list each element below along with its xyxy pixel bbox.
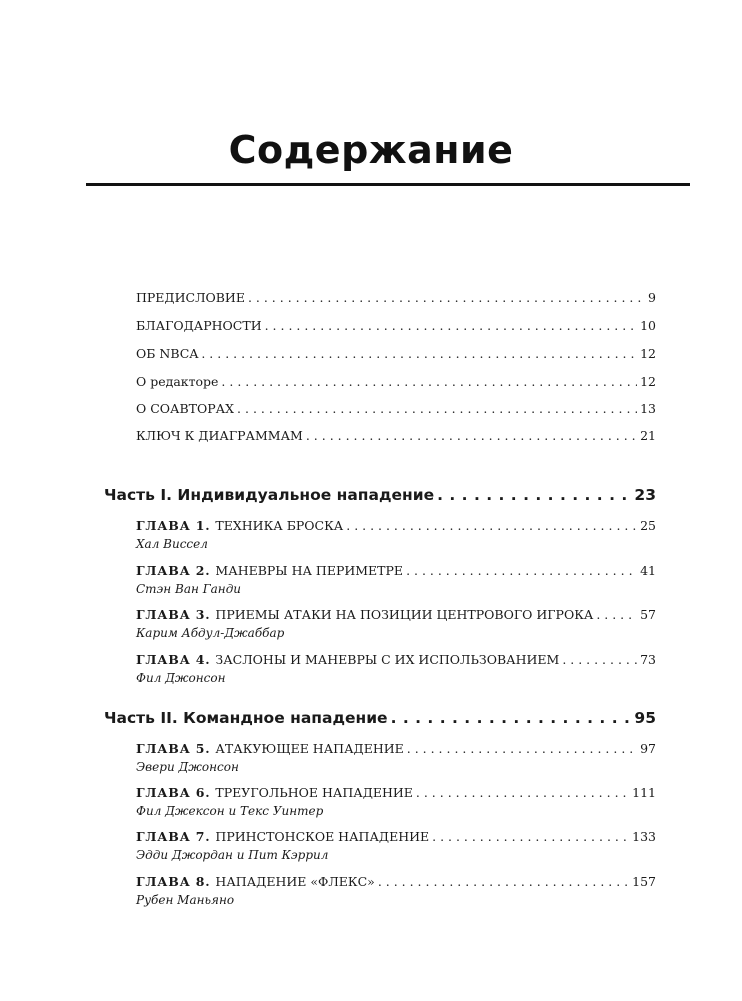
toc-chapter-3[interactable]: [136, 607, 656, 622]
chapter-author: Хал Виссел: [136, 537, 208, 551]
toc-page-number: 10: [640, 318, 656, 333]
toc-page-number: 13: [640, 401, 656, 416]
toc-entry-label: О редакторе: [136, 374, 219, 389]
toc-page-number: 21: [640, 428, 656, 443]
chapter-title: МАНЕВРЫ НА ПЕРИМЕТРЕ: [215, 563, 404, 578]
chapter-title: ПРИЕМЫ АТАКИ НА ПОЗИЦИИ ЦЕНТРОВОГО ИГРОКА: [215, 607, 594, 622]
chapter-title: АТАКУЮЩЕЕ НАПАДЕНИЕ: [215, 741, 404, 756]
chapter-author: Фил Джексон и Текс Уинтер: [136, 804, 324, 818]
chapter-title: ТРЕУГОЛЬНОЕ НАПАДЕНИЕ: [215, 785, 413, 800]
dot-leader: [346, 518, 637, 533]
chapter-page-number: 57: [640, 607, 656, 622]
dot-leader: [407, 741, 637, 756]
chapter-page-number: 111: [632, 785, 656, 800]
toc-chapter-5[interactable]: [136, 741, 656, 756]
chapter-number: ГЛАВА 2.: [136, 563, 211, 578]
dot-leader: [437, 486, 631, 504]
toc-entry-label: ОБ NBCA: [136, 346, 199, 361]
toc-part-1[interactable]: [104, 486, 656, 504]
chapter-title: НАПАДЕНИЕ «ФЛЕКС»: [215, 874, 375, 889]
dot-leader: [378, 874, 629, 889]
dot-leader: [221, 374, 637, 389]
chapter-title: ТЕХНИКА БРОСКА: [215, 518, 344, 533]
chapter-page-number: 73: [640, 652, 656, 667]
toc-chapter-7[interactable]: [136, 829, 656, 844]
toc-chapter-2[interactable]: [136, 563, 656, 578]
toc-entry-label: ПРЕДИСЛОВИЕ: [136, 290, 245, 305]
chapter-number: ГЛАВА 7.: [136, 829, 211, 844]
toc-chapter-6[interactable]: [136, 785, 656, 800]
chapter-number: ГЛАВА 8.: [136, 874, 211, 889]
dot-leader: [306, 428, 637, 443]
dot-leader: [237, 401, 637, 416]
chapter-title: ПРИНСТОНСКОЕ НАПАДЕНИЕ: [215, 829, 430, 844]
chapter-author: Рубен Маньяно: [136, 893, 235, 907]
toc-chapter-8[interactable]: [136, 874, 656, 889]
toc-entry-about-editor[interactable]: [136, 374, 656, 389]
toc-entry-about-coauthors[interactable]: [136, 401, 656, 416]
dot-leader: [265, 318, 637, 333]
page-title: Содержание: [228, 128, 514, 172]
part-page-number: 23: [634, 486, 656, 504]
chapter-author: Карим Абдул-Джаббар: [136, 626, 285, 640]
part-label: Часть I. Индивидуальное нападение: [104, 486, 435, 504]
dot-leader: [596, 607, 637, 622]
chapter-author: Стэн Ван Ганди: [136, 582, 242, 596]
chapter-number: ГЛАВА 3.: [136, 607, 211, 622]
chapter-page-number: 157: [632, 874, 656, 889]
toc-page-number: 12: [640, 346, 656, 361]
toc-entry-label: БЛАГОДАРНОСТИ: [136, 318, 262, 333]
dot-leader: [432, 829, 629, 844]
dot-leader: [406, 563, 637, 578]
toc-chapter-4[interactable]: [136, 652, 656, 667]
toc-page-number: 9: [648, 290, 656, 305]
chapter-title: ЗАСЛОНЫ И МАНЕВРЫ С ИХ ИСПОЛЬЗОВАНИЕМ: [215, 652, 560, 667]
dot-leader: [391, 709, 632, 727]
chapter-page-number: 41: [640, 563, 656, 578]
toc-chapter-1[interactable]: [136, 518, 656, 533]
part-page-number: 95: [634, 709, 656, 727]
toc-entry-label: КЛЮЧ К ДИАГРАММАМ: [136, 428, 303, 443]
chapter-number: ГЛАВА 4.: [136, 652, 211, 667]
toc-entry-acknowledgements[interactable]: [136, 318, 656, 333]
toc-entry-diagram-key[interactable]: [136, 428, 656, 443]
dot-leader: [248, 290, 645, 305]
toc-entry-about-nbca[interactable]: [136, 346, 656, 361]
dot-leader: [201, 346, 637, 361]
dot-leader: [562, 652, 637, 667]
chapter-number: ГЛАВА 6.: [136, 785, 211, 800]
chapter-author: Эдди Джордан и Пит Кэррил: [136, 848, 329, 862]
chapter-number: ГЛАВА 1.: [136, 518, 211, 533]
chapter-number: ГЛАВА 5.: [136, 741, 211, 756]
toc-entry-label: О СОАВТОРАХ: [136, 401, 235, 416]
chapter-page-number: 97: [640, 741, 656, 756]
toc-entry-preface[interactable]: [136, 290, 656, 305]
chapter-page-number: 133: [632, 829, 656, 844]
chapter-page-number: 25: [640, 518, 656, 533]
toc-part-2[interactable]: [104, 709, 656, 727]
chapter-author: Фил Джонсон: [136, 671, 226, 685]
title-rule: [86, 183, 690, 186]
part-label: Часть II. Командное нападение: [104, 709, 388, 727]
dot-leader: [416, 785, 629, 800]
toc-page-number: 12: [640, 374, 656, 389]
chapter-author: Эвери Джонсон: [136, 760, 239, 774]
